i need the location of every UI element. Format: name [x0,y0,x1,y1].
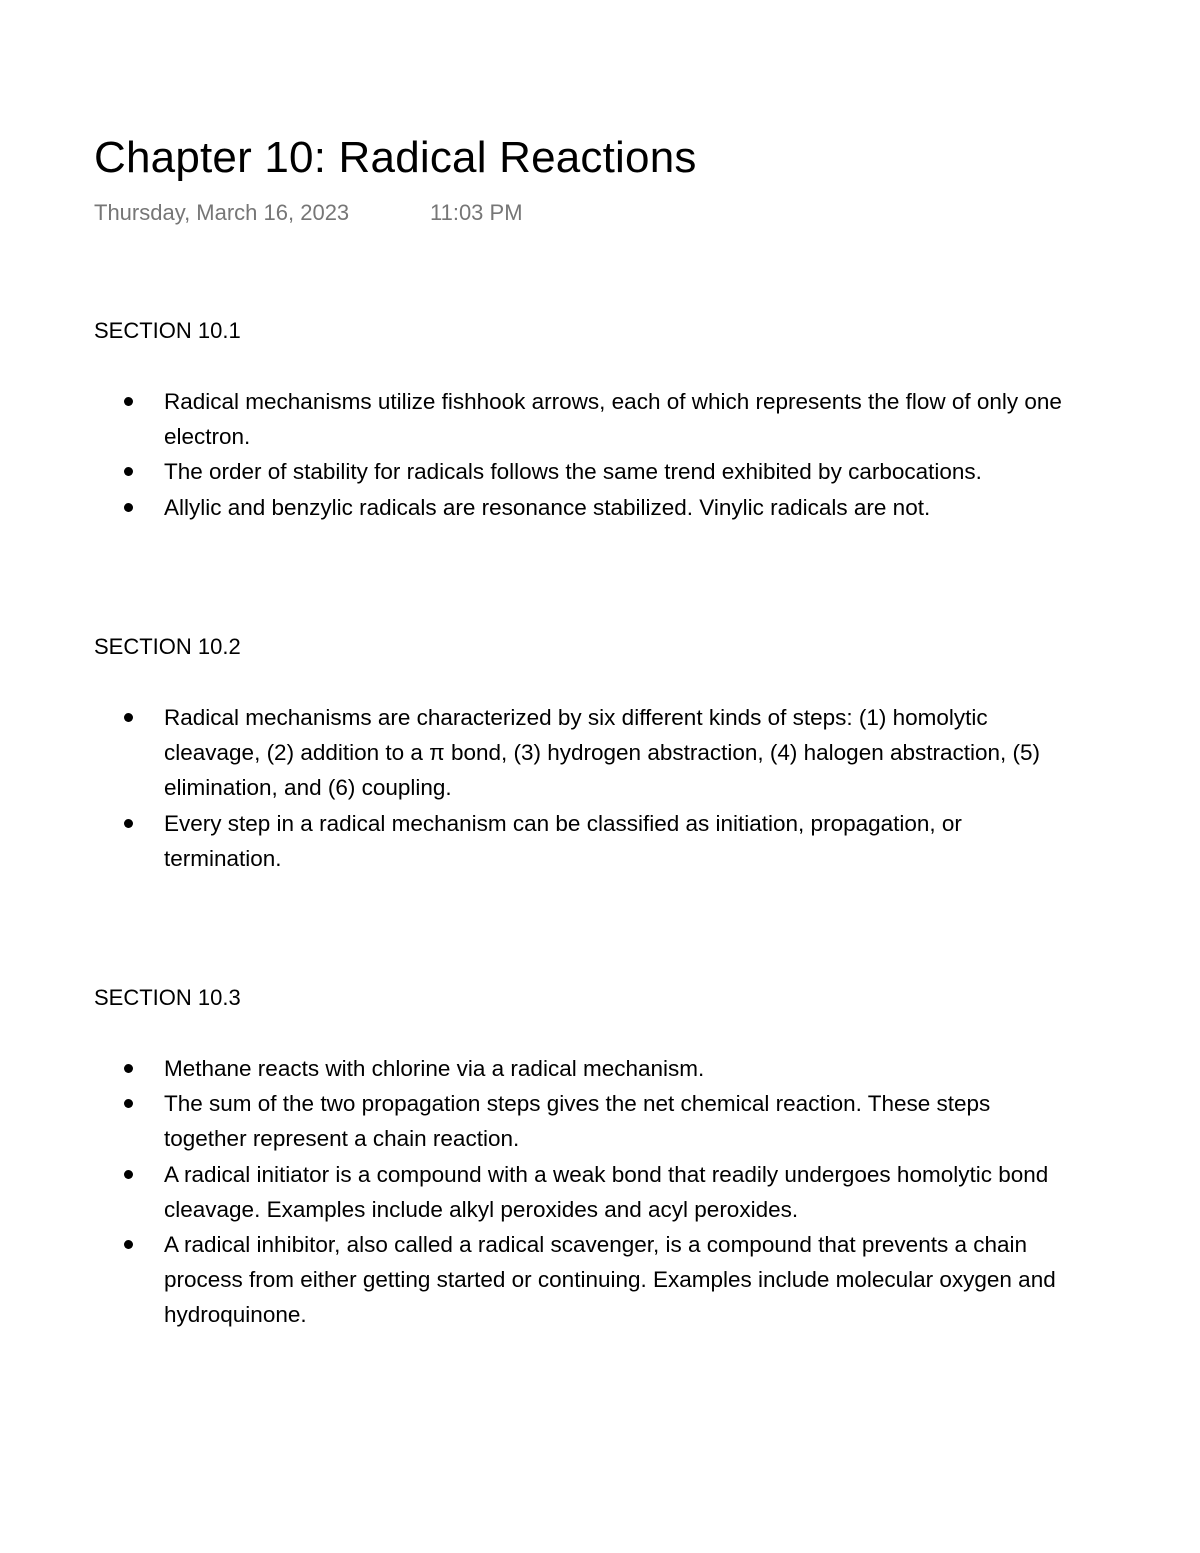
bullet-icon [124,467,133,476]
section-10-1 [94,316,1200,525]
bullet-icon [124,819,133,828]
list-item [94,1227,1200,1333]
list-item-text: electron. [164,424,251,450]
bullet-icon [124,503,133,512]
list-item-text: hydroquinone. [164,1302,307,1328]
list-item-text: Radical mechanisms utilize fishhook arrows, each of which represents the flow of only one [164,389,1062,414]
list-item-text: A radical inhibitor, also called a radical scavenger, is a compound that prevents a chain [164,1232,1028,1258]
list-item-text: Radical mechanisms are characterized by six different kinds of steps: (1) homolytic [164,705,988,730]
bullet-icon [124,713,133,722]
list-item-text: Every step in a radical mechanism can be classified as initiation, propagation, or [164,810,962,836]
list-item-text: cleavage. Examples include alkyl peroxides and acyl peroxides. [164,1196,799,1222]
section-10-3 [94,983,1200,1333]
list-item [94,700,1200,806]
list-item [94,1157,1200,1227]
bullet-icon [124,397,133,406]
bullet-list [94,700,1200,876]
bullet-icon [124,1240,133,1249]
bullet-icon [124,1099,133,1108]
list-item [94,1086,1200,1156]
note-timestamp [94,198,523,228]
list-item [94,454,1200,489]
note-date: Thursday, March 16, 2023 [94,200,350,225]
note-time: 11:03 PM [430,200,523,225]
list-item-text: Methane reacts with chlorine via a radical mechanism. [164,1056,705,1081]
list-item [94,806,1200,876]
list-item-text: process from either getting started or continuing. Examples include molecular oxygen and [164,1267,1056,1293]
bullet-list [94,1051,1200,1333]
list-item [94,1051,1200,1086]
bullet-icon [124,1170,133,1179]
list-item-text: termination. [164,845,282,871]
section-10-2 [94,632,1200,876]
section-heading: SECTION 10.2 [94,634,241,659]
list-item-text: The order of stability for radicals follows the same trend exhibited by carbocations. [164,459,982,485]
list-item-text: elimination, and (6) coupling. [164,775,452,801]
list-item [94,384,1200,454]
list-item-text: A radical initiator is a compound with a weak bond that readily undergoes homolytic bond [164,1161,1049,1187]
section-heading: SECTION 10.3 [94,985,241,1010]
list-item-text: Allylic and benzylic radicals are resonance stabilized. Vinylic radicals are not. [164,494,931,520]
page-title: Chapter 10: Radical Reactions [94,133,697,182]
list-item [94,490,1200,525]
list-item-text: The sum of the two propagation steps gives the net chemical reaction. These steps [164,1091,991,1117]
list-item-text: together represent a chain reaction. [164,1126,520,1152]
bullet-icon [124,1064,133,1073]
section-heading: SECTION 10.1 [94,318,241,343]
list-item-text: cleavage, (2) addition to a π bond, (3) hydrogen abstraction, (4) halogen abstraction, (5) [164,740,1041,766]
bullet-list [94,384,1200,525]
